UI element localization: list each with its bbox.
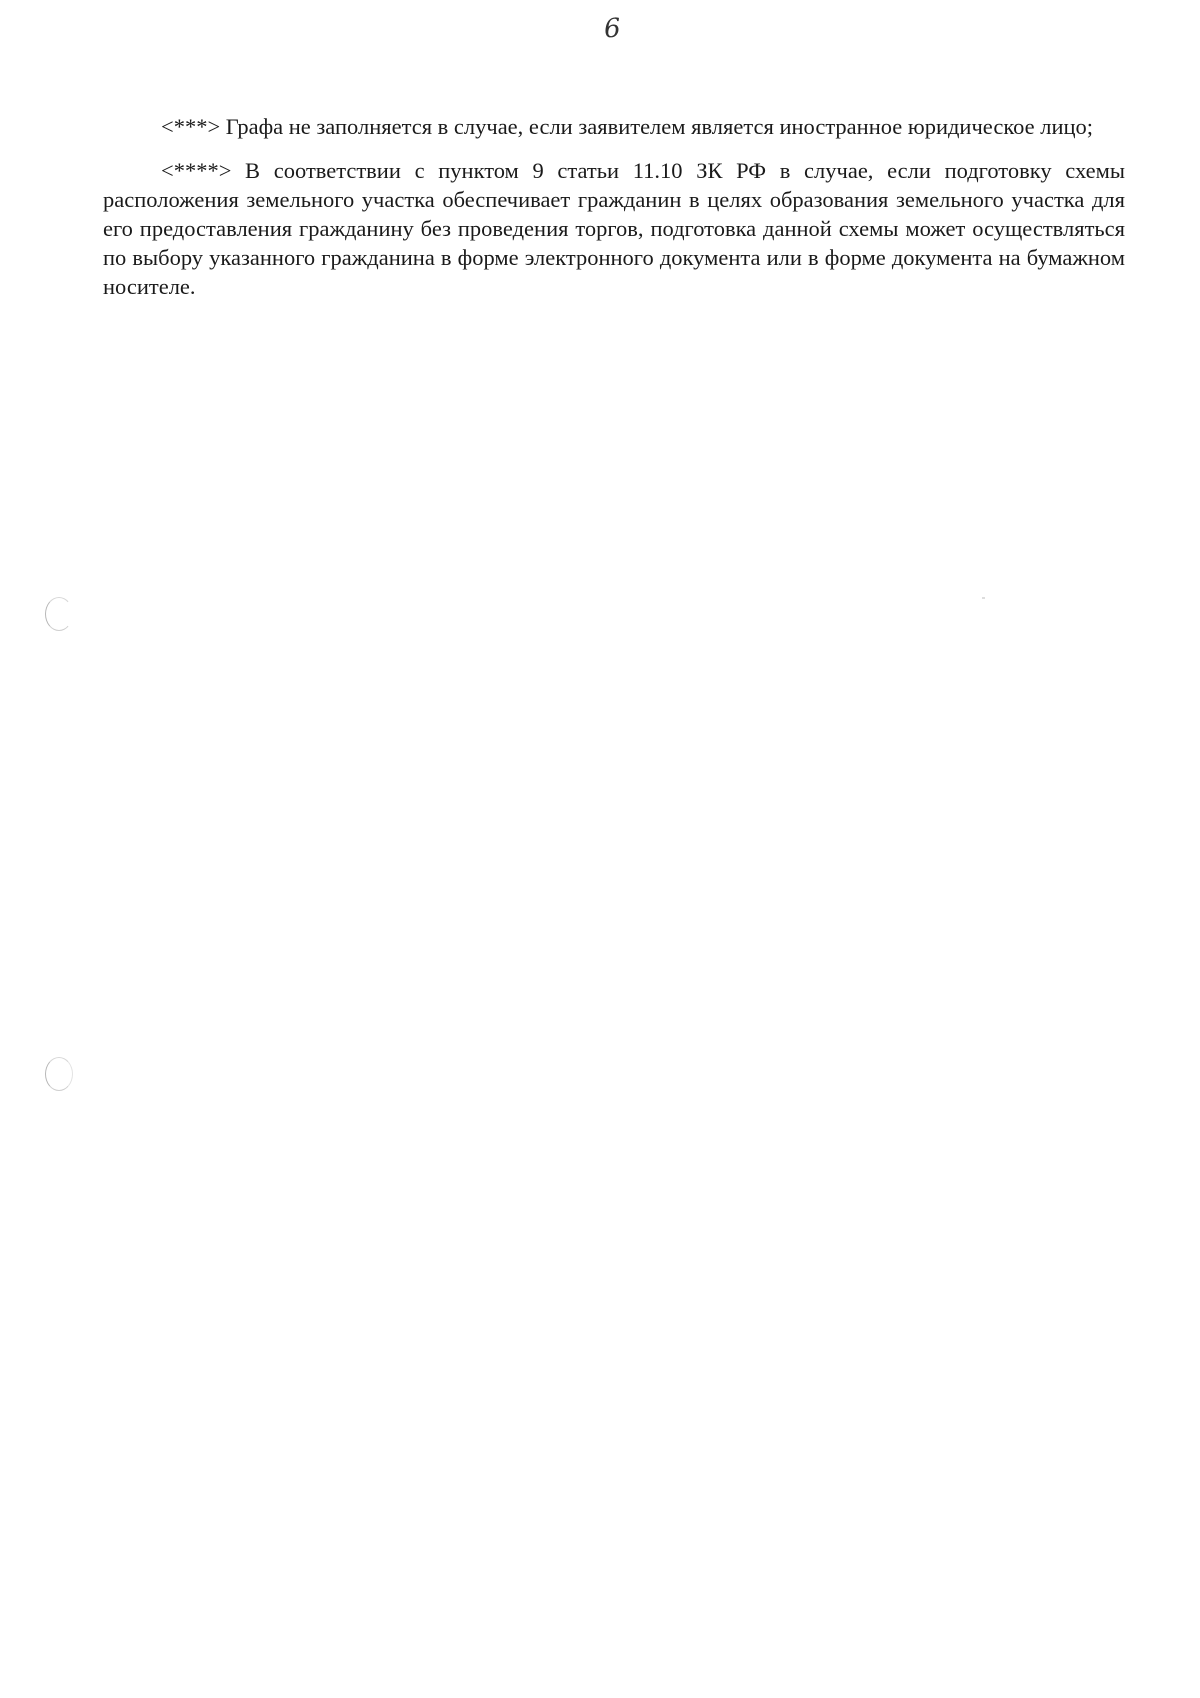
scan-speck <box>982 597 985 599</box>
punch-hole-mark <box>45 1057 73 1091</box>
footnote-item: <***> Графа не заполняется в случае, если заявителем является иностранное юридическое лицо; <box>161 114 1094 139</box>
footnote-item: <****> В соответствии с пунктом 9 статьи 11.10 ЗК РФ в случае, если подготовку схемы расположения земельного участка обеспечивает гражданин в целях образования земельного участка для его предоставления гражданину без проведения торгов, подготовка данной схемы может осуществляться по выбору указанного гражданина в форме электронного документа или в форме документа на бумажном носителе. <box>103 158 1125 299</box>
footnotes-block <box>103 112 1125 301</box>
page-number: 6 <box>602 13 622 45</box>
punch-hole-mark <box>45 597 73 631</box>
